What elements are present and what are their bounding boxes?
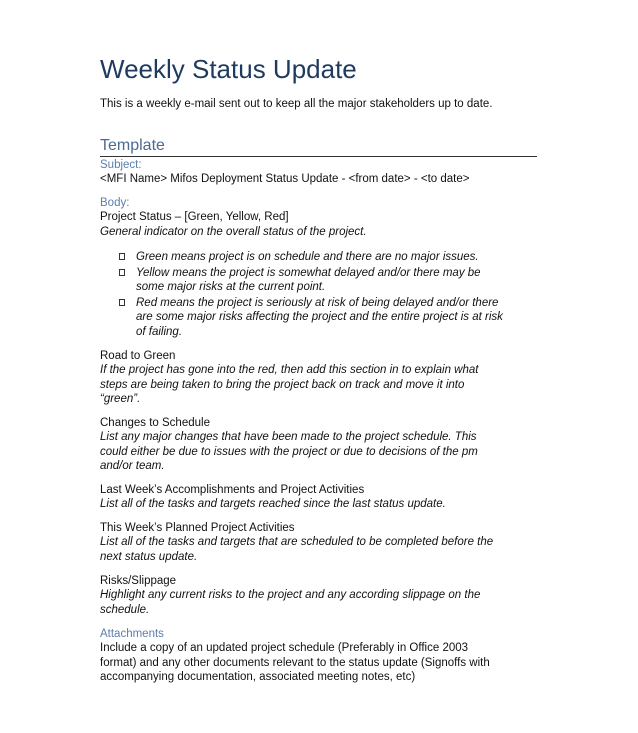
project-status-line: Project Status – [Green, Yellow, Red] bbox=[100, 211, 289, 224]
last-week-heading: Last Week’s Accomplishments and Project Activities bbox=[100, 484, 365, 496]
subject-label: Subject: bbox=[100, 159, 142, 171]
paragraph-line: If the project has gone into the red, then add this section in to explain what bbox=[100, 364, 479, 377]
bullet-text-line: some major risks at the current point. bbox=[136, 281, 326, 294]
paragraph-line: Include a copy of an updated project schedule (Preferably in Office 2003 bbox=[100, 642, 469, 655]
subject-section bbox=[100, 158, 540, 187]
last-week-section bbox=[100, 483, 540, 512]
paragraph-line: and/or team. bbox=[100, 459, 165, 472]
paragraph-line: steps are being taken to bring the project back on track and move it into bbox=[100, 378, 465, 391]
status-bullet bbox=[100, 266, 540, 295]
project-status-desc: General indicator on the overall status of the project. bbox=[100, 225, 367, 238]
body-section bbox=[100, 196, 540, 239]
bullet-text-line: Yellow means the project is somewhat delayed and/or there may be bbox=[136, 266, 481, 279]
body-label: Body: bbox=[100, 197, 130, 209]
this-week-heading: This Week’s Planned Project Activities bbox=[100, 522, 295, 534]
subject-text: <MFI Name> Mifos Deployment Status Update - <from date> - <to date> bbox=[100, 173, 470, 186]
paragraph-line: Highlight any current risks to the project and any according slippage on the bbox=[100, 589, 481, 602]
checkbox-bullet-icon bbox=[119, 299, 125, 306]
paragraph-line: format) and any other documents relevant to the status update (Signoffs with bbox=[100, 656, 490, 669]
paragraph-line: List all of the tasks and targets reached since the last status update. bbox=[100, 498, 446, 511]
template-heading: Template bbox=[100, 137, 537, 157]
paragraph-line: “green”. bbox=[100, 392, 141, 405]
status-bullets bbox=[100, 250, 540, 341]
changes-section bbox=[100, 416, 540, 473]
risks-heading: Risks/Slippage bbox=[100, 575, 177, 587]
bullet-text-line: are some major risks affecting the project and the entire project is at risk bbox=[136, 311, 503, 324]
risks-section bbox=[100, 574, 540, 617]
attachments-label: Attachments bbox=[100, 628, 164, 640]
bullet-text-line: of failing. bbox=[136, 325, 183, 338]
bullet-text-line: Red means the project is seriously at risk of being delayed and/or there bbox=[136, 296, 499, 309]
road-heading: Road to Green bbox=[100, 350, 176, 362]
paragraph-line: schedule. bbox=[100, 603, 150, 616]
bullet-text-line: Green means project is on schedule and there are no major issues. bbox=[136, 251, 479, 263]
document-title: Weekly Status Update bbox=[100, 54, 357, 84]
this-week-section bbox=[100, 521, 540, 564]
changes-heading: Changes to Schedule bbox=[100, 417, 210, 429]
status-bullet bbox=[100, 250, 540, 265]
attachments-section bbox=[100, 627, 540, 684]
paragraph-line: List all of the tasks and targets that are scheduled to be completed before the bbox=[100, 536, 494, 549]
road-to-green-section bbox=[100, 349, 540, 406]
intro-text: This is a weekly e-mail sent out to keep all the major stakeholders up to date. bbox=[100, 98, 493, 110]
status-bullet bbox=[100, 296, 540, 340]
paragraph-line: accompanying documentation, associated meeting notes, etc) bbox=[100, 670, 416, 683]
checkbox-bullet-icon bbox=[119, 269, 125, 276]
paragraph-line: List any major changes that have been made to the project schedule. This bbox=[100, 431, 477, 444]
paragraph-line: next status update. bbox=[100, 550, 198, 563]
checkbox-bullet-icon bbox=[119, 253, 125, 260]
paragraph-line: could either be due to issues with the project or due to decisions of the pm bbox=[100, 445, 478, 458]
